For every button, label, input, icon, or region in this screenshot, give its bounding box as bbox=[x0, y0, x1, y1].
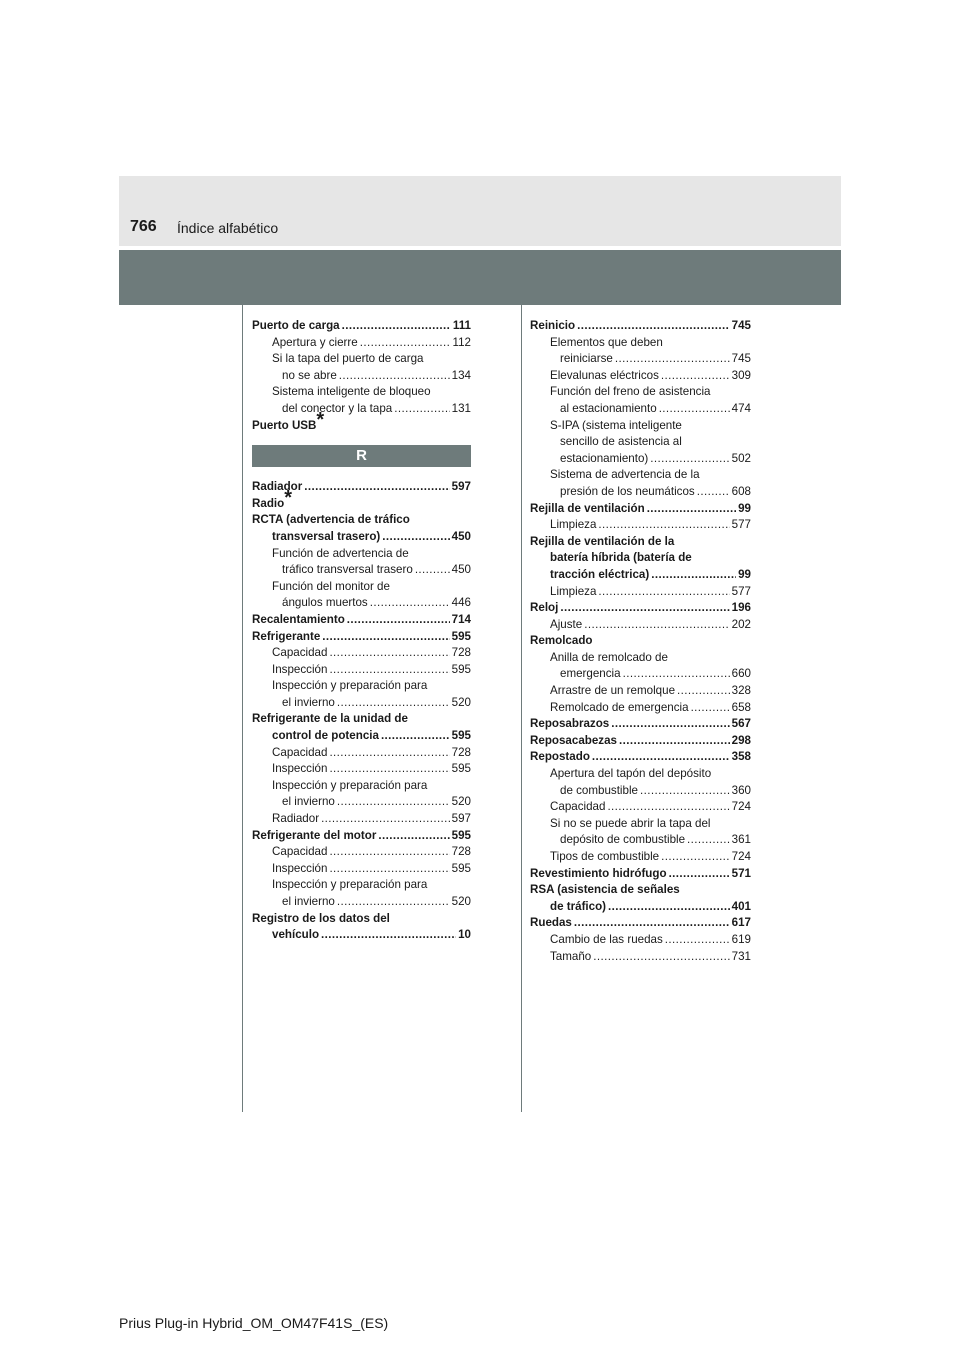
index-entry bbox=[530, 749, 751, 766]
dot-leader bbox=[339, 368, 450, 385]
index-entry-text: Recalentamiento bbox=[252, 612, 345, 626]
index-entry-text: Función del freno de asistencia bbox=[550, 385, 711, 399]
index-entry bbox=[530, 368, 751, 385]
index-entry bbox=[252, 529, 471, 546]
index-entry-text: transversal trasero) bbox=[272, 529, 381, 543]
index-entry-text: presión de los neumáticos bbox=[560, 484, 695, 498]
index-entry bbox=[530, 384, 751, 401]
index-entry-page: 658 bbox=[731, 700, 751, 714]
index-entry bbox=[252, 401, 471, 418]
dot-leader bbox=[337, 794, 450, 811]
index-entry-text: Sistema inteligente de bloqueo bbox=[272, 385, 431, 399]
dot-leader bbox=[592, 749, 730, 766]
dot-leader bbox=[337, 894, 450, 911]
index-entry-page: 196 bbox=[731, 601, 751, 615]
index-entry-text: Inspección bbox=[272, 861, 328, 875]
index-entry-page: 450 bbox=[451, 529, 471, 543]
index-entry bbox=[530, 766, 751, 783]
index-entry-text: al estacionamiento bbox=[560, 401, 657, 415]
dot-leader bbox=[574, 915, 730, 932]
index-entry-text: depósito de combustible bbox=[560, 833, 686, 847]
index-entry-text: Inspección y preparación para bbox=[272, 878, 428, 892]
index-entry-page: 724 bbox=[731, 850, 751, 863]
dot-leader bbox=[322, 629, 449, 646]
index-entry-text: Refrigerante bbox=[252, 629, 321, 643]
index-entry bbox=[530, 534, 751, 551]
index-entry-text: Radiador bbox=[252, 480, 303, 494]
index-entry bbox=[252, 695, 471, 712]
index-entry-page: 619 bbox=[731, 932, 751, 946]
index-entry-text: RCTA (advertencia de tráfico bbox=[252, 513, 410, 527]
dot-leader bbox=[651, 567, 736, 584]
dot-leader bbox=[304, 479, 449, 496]
dot-leader bbox=[360, 335, 451, 352]
index-entry bbox=[252, 761, 471, 778]
index-entry bbox=[252, 678, 471, 695]
index-entry-page: 520 bbox=[451, 695, 471, 709]
index-entry-page: 745 bbox=[731, 352, 751, 366]
index-entry-text: Capacidad bbox=[272, 845, 328, 859]
index-entry bbox=[252, 778, 471, 795]
index-entry-text: Revestimiento hidrófugo bbox=[530, 866, 667, 880]
index-entry-text: del conector y la tapa bbox=[282, 401, 393, 415]
index-entry-page: 595 bbox=[451, 662, 471, 676]
index-entry-text: Función del monitor de bbox=[272, 579, 390, 593]
index-entry bbox=[530, 650, 751, 667]
index-entry bbox=[530, 550, 751, 567]
index-entry-text: Limpieza bbox=[550, 584, 597, 598]
index-entry-page: 134 bbox=[451, 368, 471, 382]
index-entry-text: Puerto USB bbox=[252, 418, 317, 432]
dot-leader bbox=[329, 645, 449, 662]
index-entry bbox=[530, 467, 751, 484]
dot-leader bbox=[598, 517, 729, 534]
index-entry bbox=[252, 384, 471, 401]
index-entry bbox=[252, 579, 471, 596]
dot-leader bbox=[347, 612, 450, 629]
index-entry-text: de tráfico) bbox=[550, 899, 607, 913]
index-entry bbox=[252, 861, 471, 878]
index-entry bbox=[252, 546, 471, 563]
index-entry-text: Rejilla de ventilación bbox=[530, 501, 645, 515]
index-entry-page: 328 bbox=[731, 684, 751, 698]
index-entry-page: 731 bbox=[731, 949, 751, 963]
index-entry-text: Función de advertencia de bbox=[272, 546, 409, 560]
dot-leader bbox=[577, 318, 730, 335]
dot-leader bbox=[661, 368, 730, 385]
index-entry bbox=[252, 368, 471, 385]
index-entry-text: Remolcado de emergencia bbox=[550, 700, 689, 714]
left-column-divider bbox=[242, 305, 243, 1112]
dot-leader bbox=[640, 783, 730, 800]
index-entry bbox=[530, 932, 751, 949]
dot-leader bbox=[370, 595, 450, 612]
index-entry-text: batería híbrida (batería de bbox=[550, 551, 692, 565]
index-entry-text: Puerto de carga bbox=[252, 319, 340, 332]
index-entry bbox=[252, 794, 471, 811]
index-entry-text: RSA (asistencia de señales bbox=[530, 883, 680, 897]
index-entry-page: 660 bbox=[731, 667, 751, 681]
index-entry-text: estacionamiento) bbox=[560, 451, 649, 465]
index-entry-page: 361 bbox=[731, 833, 751, 847]
index-entry-text: tracción eléctrica) bbox=[550, 567, 650, 581]
index-entry-page: 202 bbox=[731, 617, 751, 631]
page-number: 766 bbox=[130, 218, 157, 235]
dot-leader bbox=[611, 716, 729, 733]
index-entry-text: Refrigerante de la unidad de bbox=[252, 712, 408, 726]
index-entry-text: el invierno bbox=[282, 795, 335, 809]
dot-leader bbox=[659, 401, 730, 418]
index-entry bbox=[530, 584, 751, 601]
index-group-r bbox=[252, 479, 471, 944]
index-entry-page: 597 bbox=[451, 812, 471, 826]
index-entry-text: Si no se puede abrir la tapa del bbox=[550, 816, 711, 830]
index-entry bbox=[252, 335, 471, 352]
index-entry-page: 112 bbox=[452, 335, 471, 349]
dot-leader bbox=[329, 844, 449, 861]
index-entry-page: 728 bbox=[451, 745, 471, 759]
index-entry bbox=[530, 617, 751, 634]
index-entry bbox=[530, 633, 751, 650]
index-entry bbox=[530, 401, 751, 418]
index-entry bbox=[252, 728, 471, 745]
index-entry-text: Cambio de las ruedas bbox=[550, 932, 663, 946]
dot-leader bbox=[381, 728, 450, 745]
index-entry-page: 595 bbox=[451, 861, 471, 875]
index-entry bbox=[252, 512, 471, 529]
dot-leader bbox=[593, 949, 729, 966]
index-entry bbox=[530, 882, 751, 899]
index-entry-page: 595 bbox=[451, 828, 471, 842]
index-entry-page: 309 bbox=[731, 368, 751, 382]
header-bar bbox=[119, 250, 841, 305]
index-entry-text: Ajuste bbox=[550, 617, 583, 631]
index-entry-text: Radio bbox=[252, 496, 285, 510]
index-entry-text: Elevalunas eléctricos bbox=[550, 368, 659, 382]
index-entry-page: 10 bbox=[458, 928, 471, 942]
index-entry-page: 617 bbox=[731, 916, 751, 930]
dot-leader bbox=[608, 899, 730, 916]
index-entry bbox=[530, 600, 751, 617]
index-entry-page: 595 bbox=[451, 629, 471, 643]
dot-leader bbox=[650, 451, 729, 468]
index-entry bbox=[252, 745, 471, 762]
index-entry-page: 360 bbox=[731, 783, 751, 797]
index-entry-text: emergencia bbox=[560, 667, 621, 681]
index-entry-text: Reposabrazos bbox=[530, 717, 610, 731]
dot-leader bbox=[329, 861, 449, 878]
index-entry-page: 577 bbox=[731, 518, 751, 532]
index-entry-text: Inspección bbox=[272, 762, 328, 776]
index-entry: Puerto USB * bbox=[252, 418, 471, 435]
index-entry bbox=[252, 844, 471, 861]
dot-leader bbox=[415, 562, 450, 579]
index-entry-page: 595 bbox=[451, 762, 471, 776]
dot-leader bbox=[337, 695, 450, 712]
dot-leader bbox=[378, 828, 449, 845]
index-entry bbox=[530, 716, 751, 733]
index-entry bbox=[530, 799, 751, 816]
index-entry-page: 728 bbox=[451, 646, 471, 660]
index-entry-page: 577 bbox=[731, 584, 751, 598]
index-entry-page: 401 bbox=[731, 899, 751, 913]
index-entry bbox=[530, 832, 751, 849]
index-entry bbox=[530, 451, 751, 468]
index-column-left bbox=[252, 318, 471, 944]
index-entry-page: 608 bbox=[731, 484, 751, 498]
index-entry bbox=[252, 351, 471, 368]
index-entry-text: ángulos muertos bbox=[282, 596, 368, 610]
index-entry bbox=[252, 927, 471, 944]
index-entry-text: Ruedas bbox=[530, 916, 572, 930]
index-entry-text: Inspección y preparación para bbox=[272, 679, 428, 693]
index-entry bbox=[252, 894, 471, 911]
index-entry bbox=[252, 612, 471, 629]
index-entry-text: el invierno bbox=[282, 895, 335, 908]
index-entry bbox=[252, 562, 471, 579]
index-entry-page: 520 bbox=[451, 895, 471, 908]
index-entry bbox=[530, 434, 751, 451]
index-entry bbox=[530, 318, 751, 335]
index-entry-page: 724 bbox=[731, 800, 751, 814]
index-entry-text: Reloj bbox=[530, 601, 559, 615]
index-entry-text: Remolcado bbox=[530, 634, 593, 648]
index-entry-page: 571 bbox=[731, 866, 751, 880]
index-entry bbox=[252, 645, 471, 662]
dot-leader bbox=[560, 600, 729, 617]
index-entry bbox=[530, 700, 751, 717]
index-entry-page: 595 bbox=[451, 729, 471, 743]
index-entry-text: el invierno bbox=[282, 695, 335, 709]
index-entry-page: 446 bbox=[451, 596, 471, 610]
dot-leader bbox=[598, 584, 729, 601]
index-entry-text: Arrastre de un remolque bbox=[550, 684, 676, 698]
index-entry bbox=[252, 318, 471, 335]
dot-leader bbox=[691, 700, 730, 717]
index-entry bbox=[530, 915, 751, 932]
index-entry bbox=[530, 517, 751, 534]
index-entry bbox=[530, 733, 751, 750]
dot-leader bbox=[647, 501, 736, 518]
dot-leader bbox=[697, 484, 730, 501]
index-entry bbox=[530, 899, 751, 916]
index-entry-text: Reposacabezas bbox=[530, 733, 617, 747]
index-entry-page: 474 bbox=[731, 401, 751, 415]
index-entry-text: Inspección y preparación para bbox=[272, 778, 428, 792]
dot-leader bbox=[321, 927, 456, 944]
index-entry-text: Anilla de remolcado de bbox=[550, 650, 668, 664]
index-entry bbox=[530, 866, 751, 883]
index-entry-text: Capacidad bbox=[550, 800, 606, 814]
index-entry-text: Tamaño bbox=[550, 949, 592, 963]
index-entry-page: 111 bbox=[452, 319, 471, 332]
index-entry-page: 520 bbox=[451, 795, 471, 809]
index-entry bbox=[530, 816, 751, 833]
index-entry-page: 745 bbox=[731, 319, 751, 332]
document-footer: Prius Plug-in Hybrid_OM_OM47F41S_(ES) bbox=[119, 1315, 389, 1331]
index-entry-text: Refrigerante del motor bbox=[252, 828, 377, 842]
index-entry-text: Radiador bbox=[272, 812, 320, 826]
index-entry-text: Apertura y cierre bbox=[272, 335, 358, 349]
index-entry-page: 99 bbox=[738, 567, 751, 581]
index-column-right bbox=[530, 318, 751, 965]
dot-leader bbox=[687, 832, 730, 849]
index-entry-text: Repostado bbox=[530, 750, 590, 764]
dot-leader bbox=[607, 799, 729, 816]
index-entry-text: Tipos de combustible bbox=[550, 850, 660, 863]
letter-header-r bbox=[252, 445, 471, 467]
index-entry-text: Inspección bbox=[272, 662, 328, 676]
index-entry-text: Elementos que deben bbox=[550, 335, 663, 349]
index-entry-text: de combustible bbox=[560, 783, 638, 797]
index-entry-text: vehículo bbox=[272, 928, 320, 942]
index-entry-text: Capacidad bbox=[272, 745, 328, 759]
index-entry-page: 502 bbox=[731, 451, 751, 465]
index-entry bbox=[252, 662, 471, 679]
index-entry-text: control de potencia bbox=[272, 729, 379, 743]
index-entry bbox=[252, 811, 471, 828]
index-group-p bbox=[252, 318, 471, 434]
section-title: Índice alfabético bbox=[177, 220, 279, 236]
index-entry-page: 450 bbox=[451, 563, 471, 577]
dot-leader bbox=[623, 666, 730, 683]
letter-header-label: R bbox=[356, 447, 367, 465]
index-entry-text: Rejilla de ventilación de la bbox=[530, 534, 675, 548]
index-entry-page: 131 bbox=[451, 401, 471, 415]
index-entry-text: tráfico transversal trasero bbox=[282, 563, 413, 577]
index-entry bbox=[530, 666, 751, 683]
dot-leader bbox=[342, 318, 451, 335]
index-entry-text: Limpieza bbox=[550, 518, 597, 532]
index-entry-text: Apertura del tapón del depósito bbox=[550, 767, 712, 781]
index-entry: Radio * bbox=[252, 496, 471, 513]
index-entry bbox=[530, 484, 751, 501]
index-entry bbox=[252, 828, 471, 845]
dot-leader bbox=[677, 683, 730, 700]
index-entry-page: 567 bbox=[731, 717, 751, 731]
dot-leader bbox=[329, 761, 449, 778]
dot-leader bbox=[329, 662, 449, 679]
index-entry-page: 99 bbox=[738, 501, 751, 515]
index-entry-page: 714 bbox=[451, 612, 471, 626]
right-column-divider bbox=[521, 305, 522, 1112]
index-entry-text: S-IPA (sistema inteligente bbox=[550, 418, 682, 432]
index-entry-text: reiniciarse bbox=[560, 352, 613, 366]
index-entry-text: Sistema de advertencia de la bbox=[550, 468, 700, 482]
dot-leader bbox=[615, 351, 730, 368]
index-entry-text: Si la tapa del puerto de carga bbox=[272, 352, 424, 366]
index-entry-text: no se abre bbox=[282, 368, 337, 382]
index-entry-page: 597 bbox=[451, 480, 471, 494]
index-entry bbox=[252, 711, 471, 728]
dot-leader bbox=[394, 401, 449, 418]
index-entry-text: sencillo de asistencia al bbox=[560, 435, 682, 449]
dot-leader bbox=[329, 745, 449, 762]
index-entry bbox=[530, 683, 751, 700]
dot-leader bbox=[321, 811, 450, 828]
index-entry bbox=[252, 629, 471, 646]
index-entry-page: 298 bbox=[731, 733, 751, 747]
index-entry bbox=[530, 949, 751, 966]
dot-leader bbox=[584, 617, 729, 634]
index-entry bbox=[530, 335, 751, 352]
index-entry bbox=[530, 418, 751, 435]
dot-leader bbox=[665, 932, 730, 949]
index-entry bbox=[530, 351, 751, 368]
index-entry-page: 358 bbox=[731, 750, 751, 764]
dot-leader bbox=[619, 733, 730, 750]
index-entry bbox=[252, 877, 471, 894]
index-entry bbox=[252, 911, 471, 928]
dot-leader bbox=[661, 849, 730, 866]
index-entry-text: Capacidad bbox=[272, 646, 328, 660]
index-entry bbox=[530, 783, 751, 800]
index-entry bbox=[530, 567, 751, 584]
index-entry bbox=[252, 595, 471, 612]
index-entry bbox=[530, 849, 751, 866]
dot-leader bbox=[382, 529, 449, 546]
index-entry-text: Reinicio bbox=[530, 319, 576, 332]
dot-leader bbox=[669, 866, 730, 883]
index-entry bbox=[530, 501, 751, 518]
index-entry-text: Registro de los datos del bbox=[252, 911, 390, 925]
index-entry-page: 728 bbox=[451, 845, 471, 859]
